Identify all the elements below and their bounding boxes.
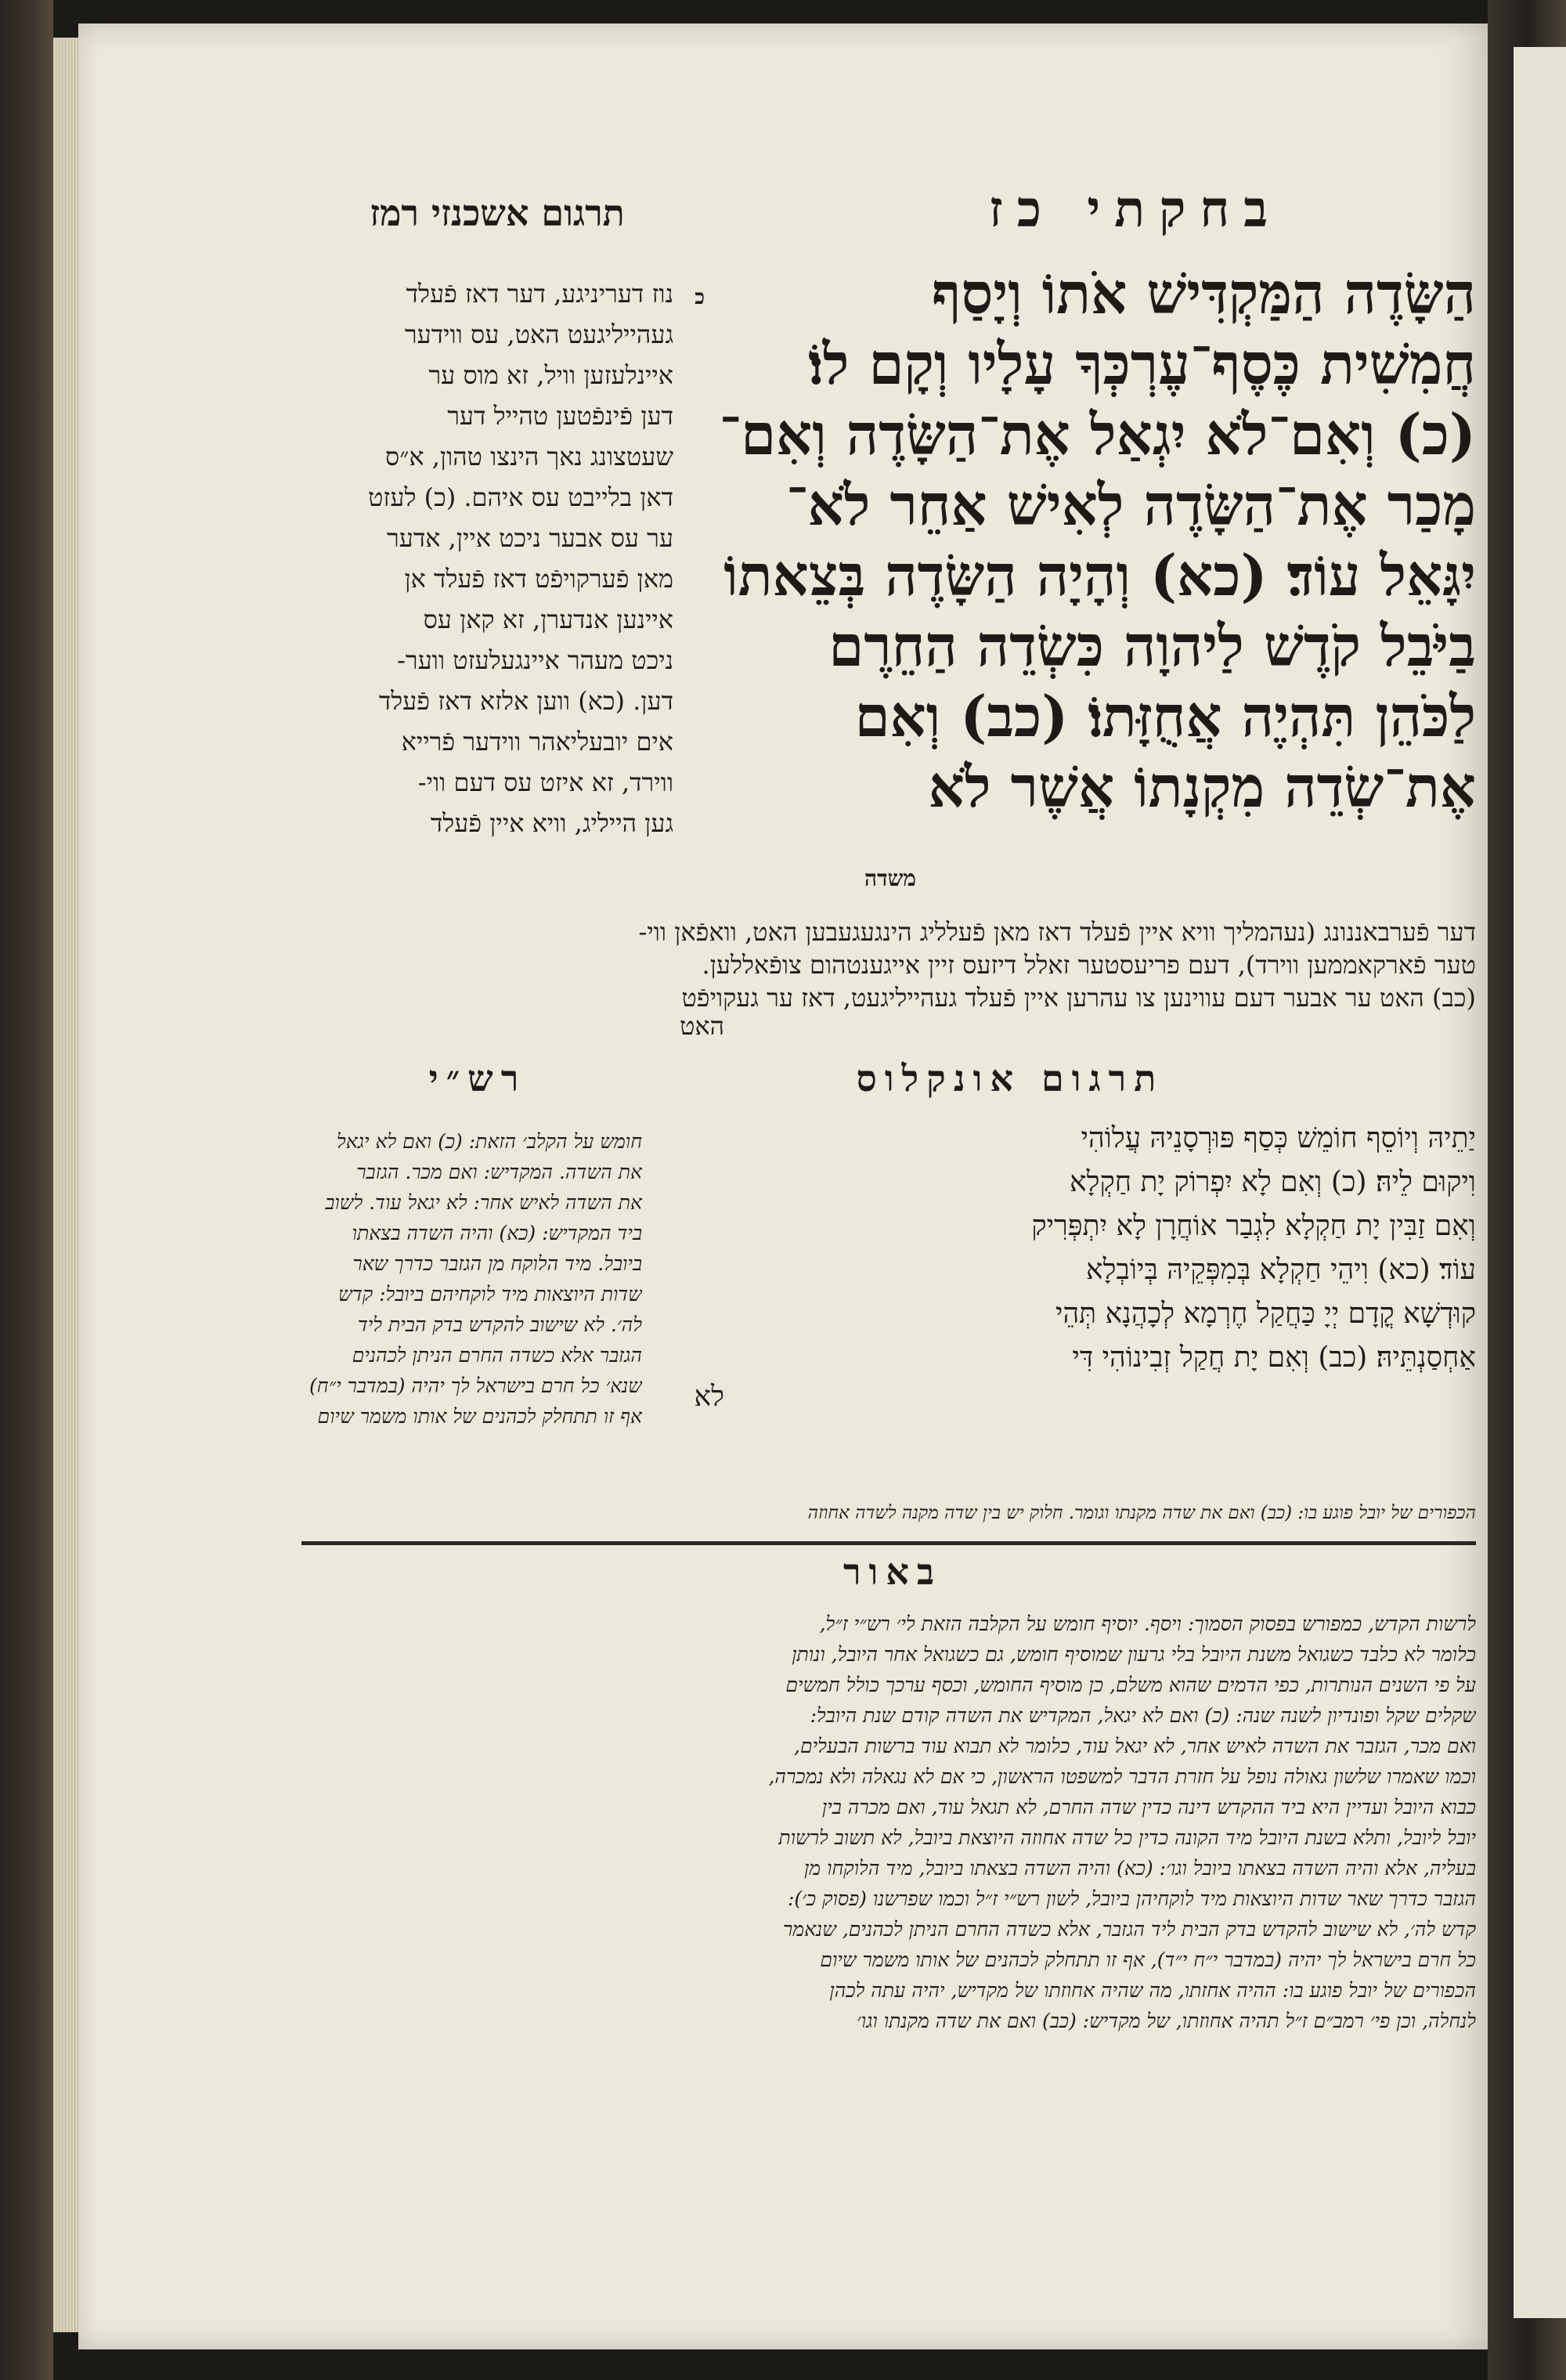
catchword: משדה <box>864 865 916 891</box>
targum-line: איינען אנדערן, זא קאן עס <box>423 605 673 634</box>
biur-column <box>294 1609 1476 2048</box>
targum-line: דען. (כא) ווען אלזא דאז פֿעלד <box>378 686 673 716</box>
targum-line: גען הייליג, וויא איין פֿעלד <box>430 808 673 838</box>
onkelos-line: וְאִם זַבִּין יָת חַקְלָא לִגְבַר אוֹחֲרָן לָא יִתְפְּרִיק <box>1031 1210 1476 1242</box>
biur-line: לרשות הקדש, כמפורש בפסוק הסמוך: ויסף. יוסיף חומש על הקלבה הזאת לי׳ רש״י ז״ל, <box>819 1613 1476 1635</box>
biur-line: הכפורים של יובל פוגע בו: ההיה אחזתו, מה שהיה אחוזתו של מקדיש, יהיה עתה לכהן <box>829 1979 1476 2002</box>
targum-line: איינלעזען וויל, זא מוס ער <box>428 360 673 390</box>
onkelos-line: עוֹד׃ (כא) וִיהֵי חַקְלָא בְּמִפְּקֵיהּ בְּיוֹבְלָא <box>1086 1254 1476 1286</box>
rashi-line: אף זו תתחלק לכהנים של אותו משמר שיום <box>317 1405 642 1428</box>
biur-line: שקלים שקל ופונדיון לשנה שנה: (כ) ואם לא יגאל, המקדיש את השדה קודם שנת היובל: <box>810 1704 1476 1727</box>
targum-heading: תרגום אשכנזי רמז <box>370 192 625 234</box>
targum-line: ער עס אבער ניכט איין, אדער <box>387 523 673 553</box>
targum-line: מאן פֿערקויפֿט דאז פֿעלד אן <box>404 564 673 594</box>
targum-line: דען פֿינפֿטען טהייל דער <box>447 401 673 431</box>
rashi-column <box>298 1128 642 1457</box>
targum-ashkenazi-wide <box>301 916 1476 1057</box>
onkelos-title: תרגום אונקלוס <box>856 1057 1164 1100</box>
onkelos-line: וִיקוּם לֵיהּ׃ (כ) וְאִם לָא יִפְרוֹק יָת חַקְלָא <box>1070 1166 1476 1198</box>
onkelos-line: קוּדְשָׁא קֳדָם יְיָ כַּחֲקַל חֶרְמָא לְכָהֲנָא תְּהֵי <box>1055 1298 1476 1330</box>
targum-wide-line: טער פֿארקאממען ווירד), דעם פריעסטער זאלל דיזעס זיין אייגענטהום צופֿאללען. <box>702 950 1476 980</box>
targum-wide-line: דער פֿערבאננונג (נעהמליך וויא איין פֿעלד דאז מאן פֿעלליג הינגעגעבען האט, וואפֿאן ווי- <box>638 917 1476 947</box>
biur-title: באור <box>843 1551 943 1593</box>
section-divider <box>301 1541 1476 1545</box>
rashi-line: שנא׳ כל חרם בישראל לך יהיה (במדבר י״ח) <box>309 1374 642 1397</box>
main-text-line: אֶת־שְׂדֵה מִקְנָתוֹ אֲשֶׁר לֹא <box>928 753 1476 820</box>
targum-wide-line: (כב) האט ער אבער דעם עווינען צו עהרען איין פֿעלד געהייליגעט, דאז ער געקויפֿט <box>681 983 1476 1013</box>
rashi-continuation: הכפורים של יובל פוגע בו: (כב) ואם את שדה מקנתו וגומר. חלוק יש בין שדה מקנה לשדה אחוזה <box>807 1503 1476 1523</box>
main-text-block <box>709 258 1476 846</box>
biur-line: לנחלה, וכן פי׳ רמב״ם ז״ל תהיה אחוזתו, של מקדיש: (כב) ואם את שדה מקנתו וגו׳ <box>856 2010 1476 2032</box>
facing-page-edge <box>1511 47 1566 2318</box>
rashi-line: חומש על הקלב׳ הזאת: (כ) ואם לא יגאל <box>337 1130 642 1153</box>
targum-line: ניכט מעהר איינגעלעזט ווער- <box>397 645 673 675</box>
biur-line: יובל ליובל, ותלא בשנת היובל מיד הקונה כדין כל שדה אחוזה היוצאת ביובל, לא תשוב לרשות <box>778 1826 1476 1849</box>
targum-line: שעטצונג נאך הינצו טהון, א״ס <box>385 442 673 471</box>
biur-line: וכמו שאמרו שלשון גאולה נופל על חזרת הדבר למשפטו הראשון, כי אם לא נגאלה ולא נמכרה, <box>768 1765 1476 1788</box>
biur-line: על פי השנים הנותרות, כפי הדמים שהוא משלם, כן מוסיף החומש, וכסף ערכך כולל חמשים <box>785 1674 1476 1696</box>
biur-line: הגזבר כדרך שאר שדות היוצאות מיד לוקחיהן ביובל, לשון רש״י ז״ל וכמו שפרשנו (פסוק כ׳): <box>787 1887 1476 1910</box>
rashi-line: ביובל. מיד הלוקח מן הגזבר כדרך שאר <box>352 1252 642 1275</box>
main-text-line: בַיֹּבֵל קֹדֶשׁ לַיהוָה כִּשְׂדֵה הַחֵרֶם <box>828 612 1476 679</box>
biur-line: כבוא היובל ועדיין היא ביד ההקדש דינה כדין שדה החרם, לא תגאל עוד, ואם מכרה בין <box>821 1796 1476 1818</box>
targum-ashkenazi-column <box>305 274 673 885</box>
main-text-line: לַכֹּהֵן תִּהְיֶה אֲחֻזָּתוֹ׃ (כב) וְאִם <box>854 683 1476 749</box>
targum-line: געהייליגעט האט, עס ווידער <box>404 320 673 349</box>
rashi-line: את השדה לאיש אחר: לא יגאל עוד. לשוב <box>325 1191 642 1214</box>
onkelos-column <box>654 1120 1476 1433</box>
onkelos-line: אַחְסַנְתֵּיהּ׃ (כב) וְאִם יָת חֲקַל זְבִינוֹהִי דִּי <box>1072 1342 1476 1374</box>
book-page <box>78 23 1488 2349</box>
targum-line: אים יובעליאהר ווידער פֿרייא <box>401 727 673 757</box>
rashi-line: את השדה. המקדיש: ואם מכר. הגזבר <box>356 1161 642 1183</box>
targum-line: נוז דעריניגע, דער דאז פֿעלד <box>406 279 673 309</box>
rashi-line: הגזבר אלא כשדה החרם הניתן לכהנים <box>352 1344 642 1367</box>
targum-wide-line: האט <box>680 1011 724 1041</box>
onkelos-line: יַתֵיהּ וְיוֹסֵף חוֹמֵשׁ כְּסַף פּוּרְסָנֵיהּ עֲלוֹהִי <box>1081 1122 1476 1154</box>
main-text-line: הַשָּׂדֶה הַמַּקְדִּישׁ אֹתוֹ וְיָסַף <box>932 260 1476 327</box>
verse-marker: כ <box>695 286 705 309</box>
rashi-line: שדות היוצאות מיד לוקחיהם ביובל: קדש <box>338 1283 642 1306</box>
biur-line: קדש לה׳, לא שישוב להקדש בדק הבית ליד הגזבר, אלא כשדה החרם הניתן לכהנים, שנאמר <box>782 1918 1476 1941</box>
biur-line: כלומר לא כלבד כשגואל משנת היובל בלי גרעון שמוסיף חומש, גם כשגואל אחר היובל, ונותן <box>792 1643 1476 1666</box>
targum-line: ווירד, זא איזט עס דעם ווי- <box>417 767 673 797</box>
biur-line: כל חרם בישראל לך יהיה (במדבר י״ח י״ד), אף זו תתחלק לכהנים של אותו משמר שיום <box>820 1948 1476 1971</box>
main-text-line: יִגָּאֵל עוֹד׃ (כא) וְהָיָה הַשָּׂדֶה בְּצֵאתוֹ <box>723 542 1476 609</box>
biur-line: בעליה, אלא והיה השדה בצאתו ביובל וגו׳: (כא) והיה השדה בצאתו ביובל, מיד הלוקחו מן <box>803 1857 1476 1880</box>
page-stack-edge <box>53 38 80 2332</box>
rashi-line: לה׳. לא שישוב להקדש בדק הבית ליד <box>357 1313 642 1336</box>
book-binding-left <box>0 0 53 2380</box>
biur-line: ואם מכר, הגזבר את השדה לאיש אחר, לא יגאל עוד, כלומר לא תבוא עוד ברשות הבעלים, <box>794 1735 1476 1757</box>
main-text-line: מָכַר אֶת־הַשָּׂדֶה לְאִישׁ אַחֵר לֹא־ <box>785 471 1476 538</box>
main-text-line: (כ) וְאִם־לֹא יִגְאַל אֶת־הַשָּׂדֶה וְאִם־ <box>719 401 1476 468</box>
rashi-title: רש״י <box>428 1057 527 1100</box>
targum-line: דאן בלייבט עס איהם. (כ) לעזט <box>368 482 673 512</box>
rashi-line: ביד המקדיש: (כא) והיה השדה בצאתו <box>352 1222 642 1244</box>
page-title: בחקתי כז <box>988 180 1283 239</box>
main-text-line: חֲמִשִׁית כֶּסֶף־עֶרְכְּךָ עָלָיו וְקָם לוֹ׃ <box>808 330 1476 397</box>
onkelos-line: לא <box>694 1381 724 1413</box>
